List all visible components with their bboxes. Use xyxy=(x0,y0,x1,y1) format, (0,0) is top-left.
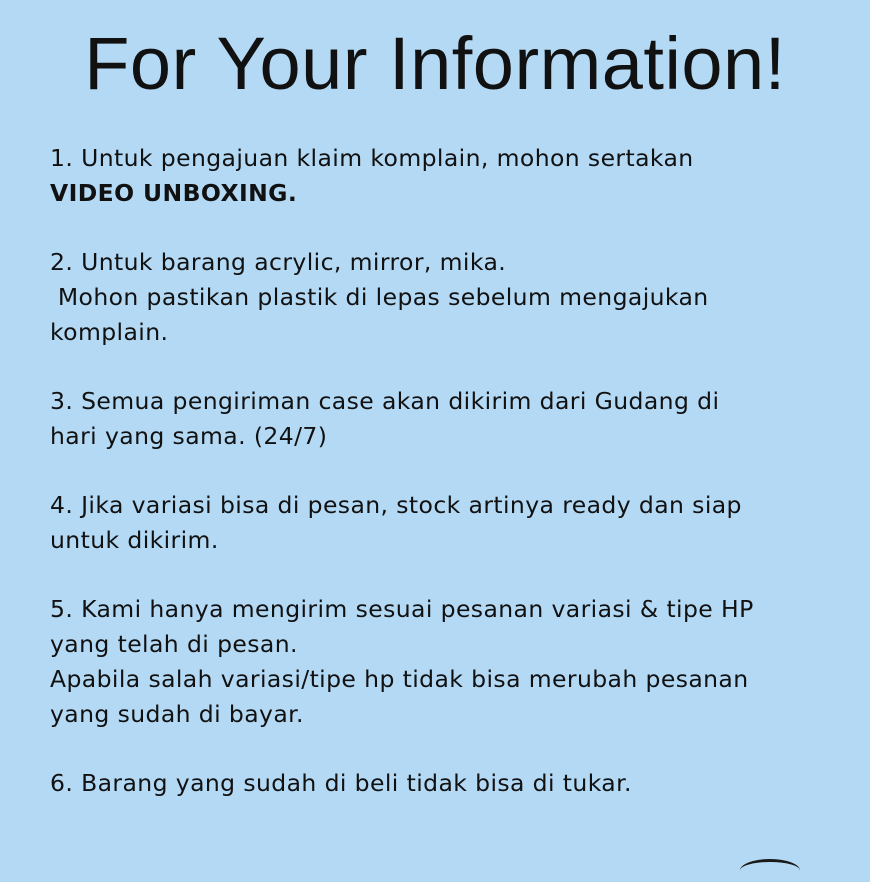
notice-item-3-line-1: 3. Semua pengiriman case akan dikirim dari Gudang di xyxy=(50,387,720,415)
notice-item-2 xyxy=(50,245,850,350)
notice-item-4-line-2: untuk dikirim. xyxy=(50,526,219,554)
notice-item-2-line-3: komplain. xyxy=(50,318,169,346)
notice-item-4 xyxy=(50,488,850,558)
notice-item-6 xyxy=(50,766,850,801)
notice-list xyxy=(50,141,850,835)
notice-item-5-line-1: 5. Kami hanya mengirim sesuai pesanan variasi & tipe HP xyxy=(50,595,754,623)
notice-item-2-line-2: Mohon pastikan plastik di lepas sebelum mengajukan xyxy=(50,283,709,311)
notice-item-5-line-4: yang sudah di bayar. xyxy=(50,700,304,728)
notice-item-5 xyxy=(50,592,850,732)
notice-item-2-line-1: 2. Untuk barang acrylic, mirror, mika. xyxy=(50,248,507,276)
notice-item-3-line-2: hari yang sama. (24/7) xyxy=(50,422,328,450)
notice-item-5-line-2: yang telah di pesan. xyxy=(50,630,298,658)
notice-item-6-line-1: 6. Barang yang sudah di beli tidak bisa di tukar. xyxy=(50,769,632,797)
notice-item-1 xyxy=(50,141,850,211)
page-title: For Your Information! xyxy=(84,22,786,105)
notice-item-1-line-2: VIDEO UNBOXING. xyxy=(50,179,298,207)
notice-item-4-line-1: 4. Jika variasi bisa di pesan, stock artinya ready dan siap xyxy=(50,491,742,519)
notice-item-3 xyxy=(50,384,850,454)
corner-arc-decoration xyxy=(740,859,800,882)
notice-item-5-line-3: Apabila salah variasi/tipe hp tidak bisa merubah pesanan xyxy=(50,665,749,693)
notice-item-1-line-1: 1. Untuk pengajuan klaim komplain, mohon sertakan xyxy=(50,144,694,172)
